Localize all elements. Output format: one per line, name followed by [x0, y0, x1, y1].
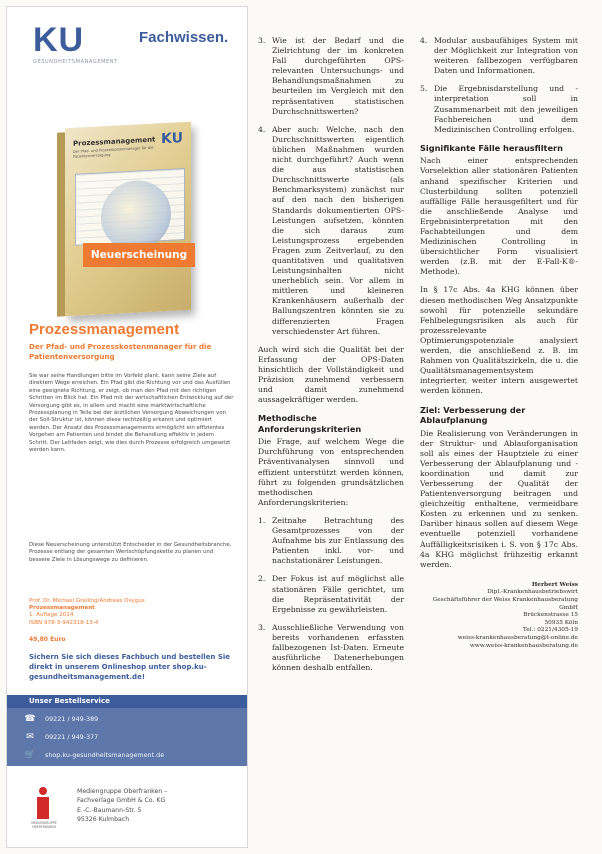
cart-icon: 🛒 — [24, 750, 36, 760]
logo-mark: KU — [33, 21, 85, 59]
body-paragraph: In § 17c Abs. 4a KHG können über diesen methodischen Weg Ansatzpunkte sowohl für potenzielle sekundäre Fehlbelegungsrisiken als auch für prozessrelevante Optimierungspotenziale analysiert werden, die anschließend z. B. im Rahmen von Qualitätszirkeln, die u. die Qualitätsmanagementsystem integrierter, weiter intern ausgewertet werden können. — [420, 285, 578, 396]
signature-line: www.weiss-krankenhausberatung.de — [469, 642, 578, 649]
publisher-line: Mediengruppe Oberfranken – — [77, 788, 168, 795]
ad-title: Prozessmanagement — [29, 321, 180, 338]
signature-line: Herbert Weiss — [531, 581, 578, 588]
numbered-list-item — [258, 516, 404, 566]
article-column-middle — [258, 36, 404, 681]
numbered-list-item — [258, 125, 404, 337]
service-fax[interactable] — [23, 730, 243, 744]
service-fax-number: 09221 / 949-377 — [45, 733, 99, 741]
book-edition: 1. Auflage 2014 — [29, 612, 74, 619]
new-release-badge: Neuerscheinung — [83, 243, 195, 267]
body-paragraph: Die Frage, auf welchem Wege die Durchführung von entsprechenden Präventivanalysen sinnvoll und effizient unterstützt werden können, führt zu folgenden grundsätzlichen methodischen Anforderungskriterien: — [258, 437, 404, 507]
numbered-list-item — [258, 574, 404, 614]
book-isbn: ISBN 978-3-942318-13-4 — [29, 619, 99, 626]
author-signature — [420, 582, 578, 650]
order-service-title: Unser Bestellservice — [29, 697, 110, 705]
list-number: 4. — [420, 36, 428, 45]
numbered-list-item — [420, 84, 578, 134]
phone-icon: ☎ — [24, 714, 36, 724]
fax-icon: ✉ — [26, 732, 34, 742]
signature-line: Geschäftsführer der Weiss Krankenhausberatung GmbH — [432, 597, 578, 611]
ad-body-paragraph: Diese Neuerscheinung unterstützt Entscheider in der Gesundheitsbranche, Prozesse entlang der gesamten Wertschöpfungskette zu planen und bessere Ziele in Lösungswege zu definieren. — [29, 542, 232, 563]
book-cover-image — [65, 122, 191, 317]
logo-subtitle: GESUNDHEITSMANAGEMENT — [33, 59, 118, 65]
publisher-line: E.-C.-Baumann-Str. 5 — [77, 806, 142, 814]
book-cover-title: Prozessmanagement — [73, 135, 156, 148]
publisher-line: Fachverlage GmbH & Co. KG — [77, 797, 166, 805]
book-advertisement — [6, 6, 248, 848]
book-cover-subtitle: Der Pfad- und Prozesskostenmanager für die Patientenversorgung — [73, 145, 154, 159]
numbered-list-item — [420, 36, 578, 76]
service-shop-url: shop.ku-gesundheitsmanagement.de — [45, 751, 165, 759]
book-price: 49,80 Euro — [29, 636, 66, 643]
list-number: 2. — [258, 574, 266, 584]
publisher-logo-dot — [39, 787, 47, 795]
publisher-address — [77, 787, 227, 825]
numbered-list-item — [258, 623, 404, 673]
list-item-text: Die Ergebnisdarstellung und -interpretation soll in Zusammenarbeit mit den jeweiligen Fachbereichen und dem Medizinischen Controlling erfolgen. — [434, 84, 578, 134]
list-item-text: Wie ist der Bedarf und die Zielrichtung der im konkreten Fall durchgeführten OPS-relevanten Untersuchungs- und Behandlungsmaßnahmen zu beurteilen im Vergleich mit den repräsentativen statistischen Durchschnittswerten? — [272, 36, 404, 116]
list-number: 4. — [258, 124, 266, 134]
section-heading: Methodische Anforderungskriterien — [258, 413, 362, 434]
publisher-line: 95326 Kulmbach — [77, 816, 130, 824]
signature-line: weiss-krankenhausberatung@t-online.de — [457, 634, 578, 641]
service-phone-number: 09221 / 949-389 — [45, 715, 99, 723]
article-column-right — [420, 36, 578, 650]
list-item-text: Zeitnahe Betrachtung des Gesamtprozesses von der Aufnahme bis zur Entlassung des Patienten inkl. vor- und nachstationärer Leistungen. — [272, 515, 404, 566]
service-phone[interactable] — [23, 712, 243, 726]
list-item-text: Der Fokus ist auf möglichst alle stationären Fälle gerichtet, um die Repräsentativität der Ergebnisse zu gewährleisten. — [272, 574, 404, 614]
book-credits — [29, 598, 229, 627]
signature-line: Tel.: 0221/4305-19 — [522, 627, 578, 634]
list-number: 5. — [420, 84, 428, 94]
brand-tagline: Fachwissen. — [139, 29, 229, 46]
list-number: 3. — [258, 622, 266, 632]
book-title: Prozessmanagement — [29, 605, 95, 612]
body-paragraph: Die Realisierung von Veränderungen in der Struktur- und Ablauforganisation soll als eines der Hauptziele zu einer Verbesserung der Ablaufplanung und -koordination und damit zur Verbesserung der Qualität der Patientenversorgung beitragen und gleichzeitig enthaltene, vermeidbare Kosten zu erkennen und zu senken. Darüber hinaus sollen auf diesem Wege eventuelle potenziell vorhandene Auffälligkeitsrisiken i. S. von § 17c Abs. 4a KHG möglichst frühzeitig erkannt werden. — [420, 428, 578, 569]
section-heading: Signifikante Fälle herausfiltern — [420, 142, 563, 153]
body-paragraph: Auch wird sich die Qualität bei der Erfassung der OPS-Daten hinsichtlich der Vollständigkeit und Präzision zunehmend verbessern und damit zunehmend aussagekräftiger werden. — [258, 344, 404, 405]
service-shop-link[interactable] — [23, 748, 243, 762]
ad-body-paragraph: Sie war seine Handlungen bitte im Vorfeld plant, kann seine Ziele auf direktem Wege erreichen. Ein Pfad gibt die Richtung vor und das Ausfüllen eine geeignete Richtung, er zeigt, ob man den Pfad mit den richtigen Schritten im Blick hat. Ein Pfad mit der wirtschaftlichen Entwicklung auf der Versorgung gibt es, in allem und macht eine marktwirtschaftliche Prozessplanung in Teile bei der ärztlichen Versorgung Abweichungen von der Soll-Struktur ist, können diese rechtzeitig erkannt und optimiert werden. Der Ansatz des Prozessmanagements ermöglicht ein effizientes Vorgehen am Patienten und bindet die Behandlung effektiv in jedem Schritt. Der Leitfaden zeigt, wie dies durch Prozesse erfolgreich umgesetzt werden kann. — [29, 373, 234, 454]
order-call-to-action: Sichern Sie sich dieses Fachbuch und bestellen Sie direkt in unserem Onlineshop unter shop.ku-gesundheitsmanagement.de! — [29, 653, 231, 681]
order-service-panel — [7, 708, 247, 766]
numbered-list-item — [258, 36, 404, 117]
list-number: 3. — [258, 36, 266, 45]
book-cover-logo: KU — [161, 130, 183, 148]
book-spine — [57, 132, 65, 316]
signature-line: Brückenstrasse 15 — [523, 612, 578, 619]
signature-line: Dipl.-Krankenhausbetriebswirt — [487, 589, 578, 596]
list-item-text: Aber auch: Welche, nach den Durchschnittswerten eigentlich üblichen Maßnahmen wurden nicht durchgeführt? Auch wenn die aus statistischen Durchschnittswerte (als Benchmarksystem) zunächst nur auf den nach den bisherigen Standards dokumentierten OPS-Leistungen aufsetzen, könnten die sich daraus zum Leistungsprozess ergebenden Fragen zum Zeitverlauf, zu den quantitativen und qualitativen Leistungsinhalten nicht unerheblich sein. Vor allem in mittleren und kleineren Krankenhäusern außerhalb der Ballungszentren könnten sie zu differenzierten Fragen verschiedenster Art führen. — [272, 124, 404, 336]
signature-line: 50935 Köln — [544, 619, 578, 626]
list-number: 1. — [258, 515, 266, 525]
publisher-logo — [29, 785, 57, 829]
publisher-logo-bar — [37, 797, 49, 819]
list-item-text: Ausschließliche Verwendung von bereits vorhandenen erfassten fallbezogenen Ist-Daten. Erneute ausführliche Datenerhebungen können deshalb entfallen. — [272, 622, 404, 673]
ku-logo — [29, 17, 243, 65]
list-item-text: Modular ausbaufähiges System mit der Möglichkeit zur Integration von weiteren fallbezogen verfügbaren Daten und Informationen. — [434, 36, 578, 76]
order-service-header — [7, 695, 247, 708]
publisher-logo-caption: MEDIENGRUPPE OBERFRANKEN — [31, 821, 57, 829]
book-authors: Prof. Dr. Michael Greiling/Andreas Osygus — [29, 598, 145, 604]
ad-subtitle: Der Pfad- und Prozesskostenmanager für die Patientenversorgung — [29, 342, 212, 361]
body-paragraph: Nach einer entsprechenden Vorselektion aller stationären Patienten anhand spezifischer Kriterien und Clusterbildung sollten potenziell auffällige Fälle herausgefiltert und für die anschließende Analyse und Ergebnisinterpretation mit den Fachabteilungen und dem Medizinischen Controlling in übersichtlicher Form visualisiert werden (z.B. mit der E-Fall-K®-Methode). — [420, 156, 578, 277]
section-heading: Ziel: Verbesserung der Ablaufplanung — [420, 404, 526, 425]
